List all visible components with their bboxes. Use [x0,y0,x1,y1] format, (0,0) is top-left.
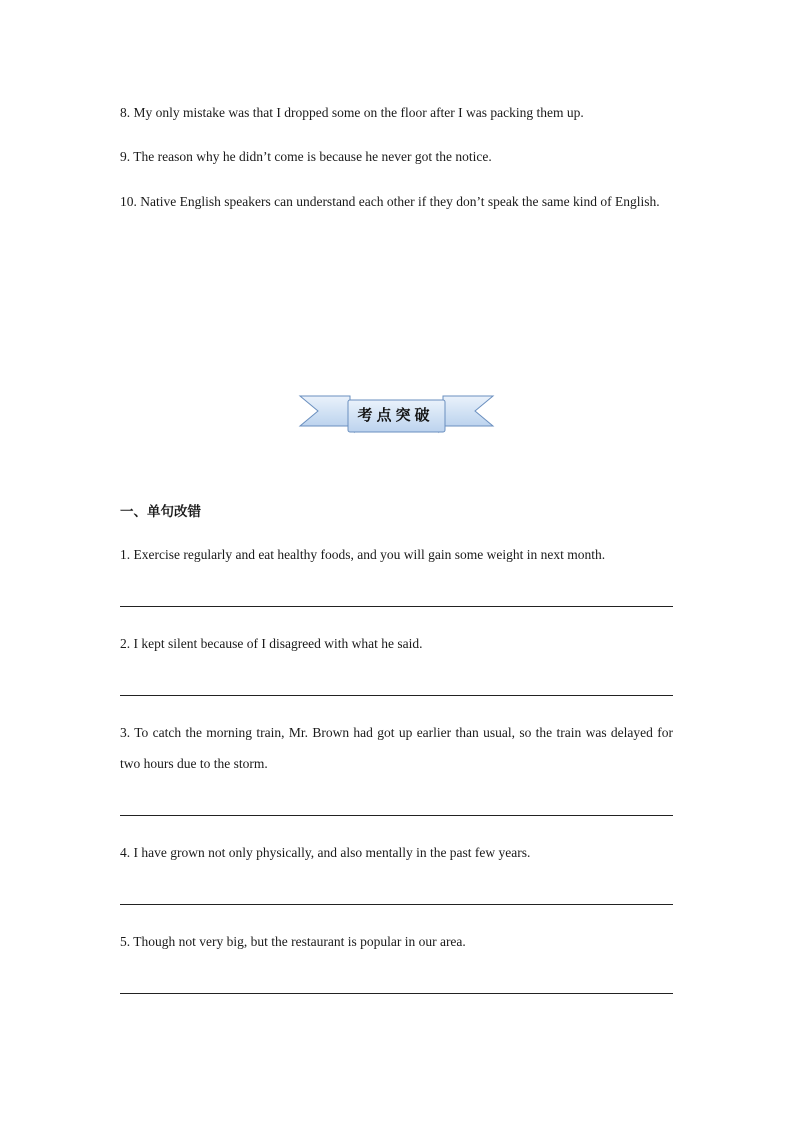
answer-line-1 [120,606,673,607]
answer-line-3 [120,815,673,816]
item-9: 9. The reason why he didn’t come is because he never got the notice. [120,149,492,164]
exercise-item-2: 2. I kept silent because of I disagreed with what he said. [120,636,423,651]
banner-title: 考点突破 [357,406,434,424]
answer-line-4 [120,904,673,905]
answer-line-5 [120,993,673,994]
item-10: 10. Native English speakers can understand each other if they don’t speak the same kind of English. [120,194,660,209]
exercise-item-4: 4. I have grown not only physically, and also mentally in the past few years. [120,845,531,860]
answer-line-2 [120,695,673,696]
item-8: 8. My only mistake was that I dropped some on the floor after I was packing them up. [120,105,584,120]
exercise-item-1: 1. Exercise regularly and eat healthy foods, and you will gain some weight in next month. [120,547,606,562]
section-heading: 一、单句改错 [120,504,201,520]
exercise-item-3: 3. To catch the morning train, Mr. Brown had got up earlier than usual, so the train was delayed for two hours due to the storm. [120,725,673,771]
exercise-item-5: 5. Though not very big, but the restaurant is popular in our area. [120,934,466,949]
